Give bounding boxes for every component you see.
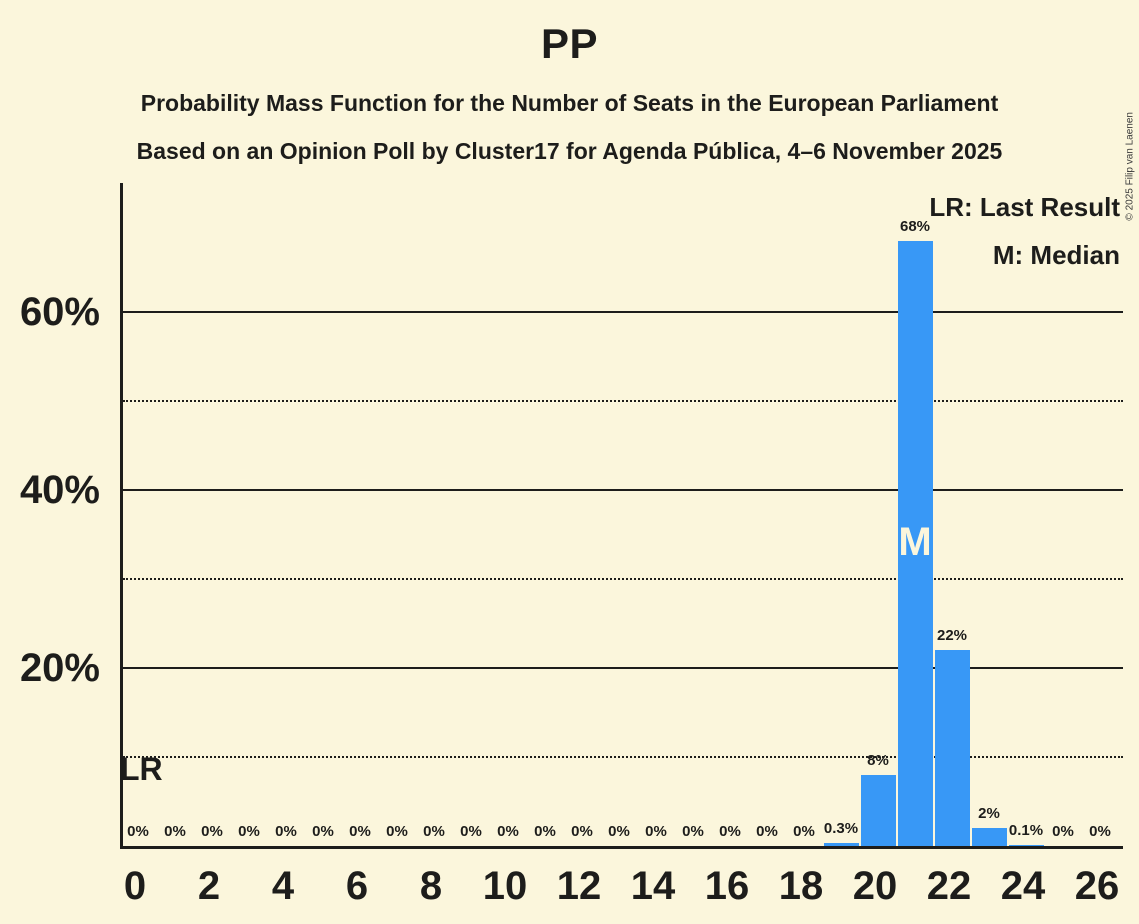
- x-tick-label-26: 26: [1074, 864, 1120, 908]
- x-tick-label-2: 2: [197, 864, 221, 908]
- bar-value-label-seat-11: 0%: [534, 823, 556, 840]
- chart-subtitle-line1: Probability Mass Function for the Number of Seats in the European Parliament: [140, 90, 999, 116]
- y-tick-label-20: 20%: [19, 646, 100, 690]
- dotted-gridline-30: [123, 578, 1123, 580]
- bar-value-label-seat-12: 0%: [571, 823, 593, 840]
- x-tick-label-16: 16: [704, 864, 750, 908]
- page-title: PP: [540, 20, 599, 67]
- legend-median-entry: M: Median: [992, 240, 1120, 270]
- x-tick-label-10: 10: [482, 864, 528, 908]
- bar-value-label-seat-10: 0%: [497, 823, 519, 840]
- bar-value-label-seat-14: 0%: [645, 823, 667, 840]
- x-tick-label-0: 0: [123, 864, 147, 908]
- x-tick-label-8: 8: [419, 864, 443, 908]
- x-tick-label-20: 20: [852, 864, 898, 908]
- copyright-notice: © 2025 Filip van Laenen: [1125, 112, 1136, 221]
- bar-value-label-seat-13: 0%: [608, 823, 630, 840]
- bar-seat-20: [861, 775, 896, 846]
- bar-value-label-seat-20: 8%: [867, 751, 889, 769]
- bar-value-label-seat-7: 0%: [386, 823, 408, 840]
- bar-value-label-seat-3: 0%: [238, 823, 260, 840]
- dotted-gridline-10: [123, 756, 1123, 758]
- median-marker: M: [898, 520, 932, 565]
- x-tick-label-24: 24: [1000, 864, 1046, 908]
- bar-value-label-seat-18: 0%: [793, 823, 815, 840]
- bar-value-label-seat-8: 0%: [423, 823, 445, 840]
- bar-value-label-seat-2: 0%: [201, 823, 223, 840]
- x-tick-label-6: 6: [345, 864, 369, 908]
- bar-value-label-seat-23: 2%: [978, 805, 1000, 823]
- bar-value-label-seat-25: 0%: [1052, 823, 1074, 840]
- x-tick-label-4: 4: [271, 864, 295, 908]
- last-result-marker: LR: [120, 751, 163, 787]
- solid-gridline-40: [123, 489, 1123, 491]
- x-tick-label-18: 18: [778, 864, 824, 908]
- solid-gridline-20: [123, 667, 1123, 669]
- y-tick-label-40: 40%: [19, 468, 100, 512]
- bar-value-label-seat-5: 0%: [312, 823, 334, 840]
- dotted-gridline-50: [123, 400, 1123, 402]
- legend-lr-entry: LR: Last Result: [929, 192, 1120, 222]
- bar-value-label-seat-19: 0.3%: [823, 820, 859, 838]
- bar-value-label-seat-4: 0%: [275, 823, 297, 840]
- bar-value-label-seat-16: 0%: [719, 823, 741, 840]
- bar-value-label-seat-1: 0%: [164, 823, 186, 840]
- bar-value-label-seat-15: 0%: [682, 823, 704, 840]
- bar-value-label-seat-6: 0%: [349, 823, 371, 840]
- bar-seat-24: [1009, 845, 1044, 846]
- bar-value-label-seat-21: 68%: [899, 217, 931, 235]
- bar-value-label-seat-17: 0%: [756, 823, 778, 840]
- solid-gridline-60: [123, 311, 1123, 313]
- x-tick-label-12: 12: [556, 864, 602, 908]
- bar-value-label-seat-22: 22%: [936, 627, 968, 645]
- bar-value-label-seat-24: 0.1%: [1008, 822, 1044, 839]
- bar-value-label-seat-26: 0%: [1089, 823, 1111, 840]
- plot-area: [120, 183, 1123, 849]
- bar-value-label-seat-0: 0%: [127, 823, 149, 840]
- x-tick-label-22: 22: [926, 864, 972, 908]
- bar-seat-19: [824, 843, 859, 846]
- y-tick-label-60: 60%: [19, 290, 100, 334]
- x-tick-label-14: 14: [630, 864, 676, 908]
- chart-subtitle-line2: Based on an Opinion Poll by Cluster17 for Agenda Pública, 4–6 November 2025: [136, 138, 1003, 164]
- bar-value-label-seat-9: 0%: [460, 823, 482, 840]
